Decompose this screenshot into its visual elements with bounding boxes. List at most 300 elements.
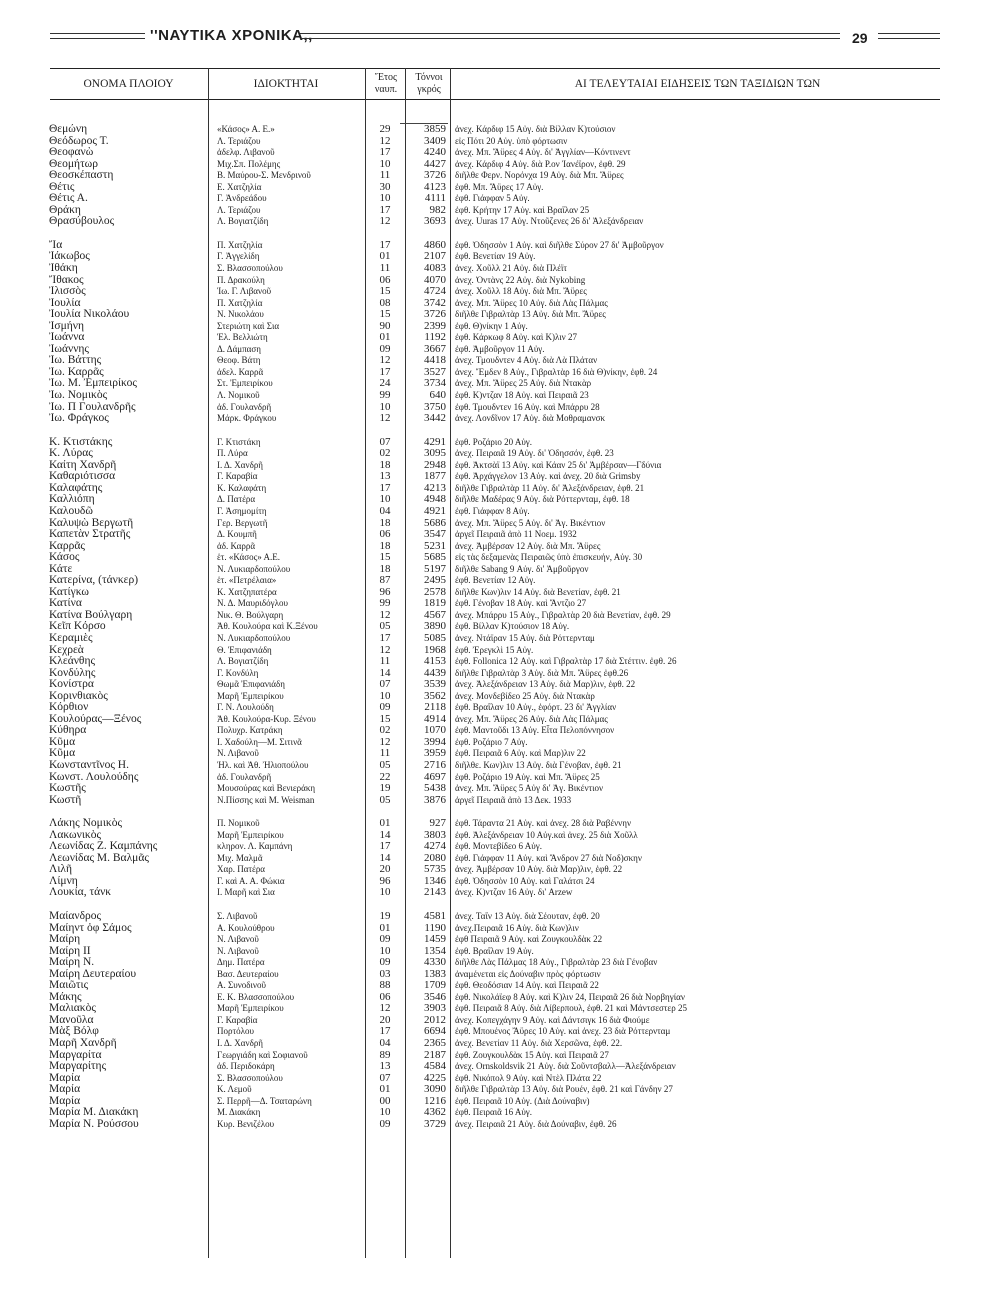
- build-year: 30: [379, 180, 391, 193]
- voyage-news: ἀνεχ. Πειραιᾶ 19 Αὐγ. δι' Ὀδησσόν, ἐφθ. 23: [455, 448, 614, 459]
- ship-name: Μαίρη: [49, 933, 81, 946]
- ship-table: [0, 124, 1000, 1254]
- ship-name: Θέτις: [49, 180, 75, 193]
- voyage-news: ἐφθ. Ἀρχάγγελον 13 Αὐγ. καὶ ἀνεχ. 20 διὰ Grimsby: [455, 471, 641, 482]
- voyage-news: ἐφθ. Κ)ντζαν 18 Αὐγ. καὶ Πειραιᾶ 23: [455, 390, 589, 401]
- owner-name: Ν. Λιβανοῦ: [217, 748, 259, 759]
- owner-name: ἑτ. «Κάσος» Α.Ε.: [217, 552, 280, 563]
- owner-name: Γ. Ἀγγελίδη: [217, 251, 260, 262]
- ship-name: Θεόδωρος Τ.: [49, 134, 109, 147]
- owner-name: Ἐλ. Βελλιώτη: [217, 332, 268, 343]
- owner-name: Π. Δρακούλη: [217, 274, 265, 285]
- build-year: 12: [379, 1002, 391, 1015]
- build-year: 12: [379, 354, 391, 367]
- build-year: 07: [379, 435, 391, 448]
- ship-name: Ἰθάκη: [49, 262, 78, 275]
- ship-name: Ἰλισσὸς: [49, 285, 86, 298]
- owner-name: Μιχ.Σπ. Πολέμης: [217, 158, 281, 169]
- build-year: 13: [379, 1060, 391, 1073]
- owner-name: Ι. Χαδούλη—Μ. Σιτινᾶ: [217, 736, 302, 747]
- build-year: 04: [379, 504, 391, 517]
- gross-tonnage: 2948: [424, 458, 446, 471]
- ship-name: Μαργαρίτης: [49, 1060, 107, 1073]
- journal-title: ''ΝΑΥΤΙΚΑ ΧΡΟΝΙΚΑ,,: [150, 27, 313, 44]
- column-owner: [217, 124, 364, 1130]
- voyage-news: εἰς τὰς δεξαμενὰς Πειραιῶς ὑπὸ ἐπισκευήν, Αὐγ. 30: [455, 552, 643, 563]
- gross-tonnage: 4439: [424, 666, 446, 679]
- gross-tonnage: 1216: [424, 1094, 446, 1107]
- ship-name: Ἰωάννης: [49, 342, 89, 355]
- ship-name: Κεχρεὰ: [49, 643, 84, 656]
- build-year: 17: [379, 840, 391, 853]
- ship-name: Κωστῆ: [49, 793, 82, 806]
- gross-tonnage: 1819: [424, 597, 446, 610]
- gross-tonnage: 1354: [424, 944, 446, 957]
- owner-name: Ν. Δ. Μαυριδόγλου: [217, 598, 288, 609]
- build-year: 20: [379, 1013, 391, 1026]
- owner-name: Γερ. Βεργωτῆ: [217, 517, 268, 528]
- build-year: 19: [379, 910, 391, 922]
- ship-name: Ἰωάννα: [49, 331, 85, 344]
- gross-tonnage: 3693: [424, 215, 446, 228]
- gross-tonnage: 2365: [424, 1037, 446, 1050]
- gross-tonnage: 5686: [424, 516, 446, 529]
- voyage-news: διῆλθε Sabang 9 Αὐγ. δι' Ἀμβοῦργον: [455, 563, 589, 574]
- voyage-news: εἰς Πότι 20 Αὐγ. ὑπὸ φόρτωσιν: [455, 135, 568, 146]
- voyage-news: ἀνεχ. Τμουδντεν 4 Αὐγ. διὰ Λὰ Πλάταν: [455, 355, 598, 366]
- build-year: 05: [379, 793, 391, 806]
- voyage-news: ἐφθ. Ἀκτσὰϊ 13 Αὐγ. καὶ Κάαν 25 δι' Ἀμβέρσαν—Γδύνια: [455, 459, 662, 470]
- build-year: 18: [379, 562, 391, 575]
- voyage-news: ἀργεῖ Πειραιᾶ ἀπὸ 13 Δεκ. 1933: [455, 794, 572, 805]
- voyage-news: ἀνεχ. Κοπεγχάγην 9 Αὐγ. καὶ Δάντσιγκ 16 διὰ Φιούμε: [455, 1014, 650, 1025]
- voyage-news: ἐφθ. Βραΐλαν 10 Αὐγ., ἐφόρτ. 23 δι' Ἀγγλίαν: [455, 702, 617, 713]
- ship-name: Μαρία Μ. Διακάκη: [49, 1106, 139, 1119]
- ship-name: Κωνσταντῖνος Η.: [49, 758, 129, 771]
- voyage-news: ἐφθ. Ροζάριο 20 Αὐγ.: [455, 436, 533, 447]
- build-year: 09: [379, 956, 391, 969]
- gross-tonnage: 4291: [424, 435, 446, 448]
- build-year: 96: [379, 874, 391, 887]
- voyage-news: ἐφθ. Ροζάριο 19 Αὐγ. καὶ Μπ. Ἄϋρες 25: [455, 771, 600, 782]
- build-year: 18: [379, 458, 391, 471]
- owner-name: Π. Νομικοῦ: [217, 818, 260, 829]
- gross-tonnage: 3876: [424, 793, 446, 806]
- build-year: 20: [379, 863, 391, 876]
- gross-tonnage: 3734: [424, 377, 446, 390]
- gross-tonnage: 982: [429, 203, 446, 216]
- gross-tonnage: 1190: [424, 921, 446, 934]
- owner-name: Μ. Διακάκη: [217, 1107, 261, 1118]
- voyage-news: ἀνεχ. Ἀλεξάνδρειαν 13 Αὐγ. διὰ Μαρ)λιν, ἐφθ. 22: [455, 679, 636, 690]
- voyage-news: ἀνεχ. Πειραιᾶ 21 Αὐγ. διὰ Δούναβιν, ἐφθ. 26: [455, 1118, 617, 1129]
- build-year: 13: [379, 470, 391, 483]
- col-header-year: Ἔτος ναυπ.: [374, 72, 398, 95]
- ship-name: Καθαριότισσα: [49, 470, 116, 483]
- build-year: 15: [379, 308, 391, 321]
- build-year: 01: [379, 1083, 391, 1096]
- gross-tonnage: 3903: [424, 1002, 446, 1015]
- ship-name: Καρρᾶς: [49, 539, 85, 552]
- gross-tonnage: 5231: [424, 539, 446, 552]
- owner-name: Γ. Κονδύλη: [217, 667, 259, 678]
- voyage-news: ἀνεχ.Πειραιᾶ 16 Αὐγ. διὰ Κων)λιν: [455, 922, 579, 933]
- voyage-news: ἐφθ. Ζουγκουλδὰκ 15 Αὐγ. καὶ Πειραιᾶ 27: [455, 1049, 609, 1060]
- build-year: 02: [379, 724, 391, 737]
- ship-name: Καπετὰν Στρατῆς: [49, 528, 131, 541]
- ship-name: Ἰω. Φράγκος: [49, 412, 109, 425]
- ship-name: Κῦμα: [49, 747, 76, 760]
- gross-tonnage: 4330: [424, 956, 446, 969]
- ship-name: Μαργαρίτα: [49, 1048, 102, 1061]
- group-spacer: [455, 899, 925, 911]
- ship-name: Κατίνα: [49, 597, 82, 610]
- ship-name: Κεραμιὲς: [49, 631, 93, 644]
- header-rule-left: [50, 33, 145, 39]
- gross-tonnage: 1877: [424, 470, 446, 483]
- ship-name: Μαρία: [49, 1094, 81, 1107]
- ship-name: Λίμνη: [49, 874, 78, 887]
- build-year: 05: [379, 620, 391, 633]
- gross-tonnage: 2399: [424, 319, 446, 332]
- build-year: 99: [379, 389, 391, 402]
- gross-tonnage: 3667: [424, 342, 446, 355]
- column-news: [455, 124, 925, 1130]
- col-header-ship: ΟΝΟΜΑ ΠΛΟΙΟΥ: [83, 78, 174, 90]
- build-year: 12: [379, 643, 391, 656]
- gross-tonnage: 5197: [424, 562, 446, 575]
- voyage-news: ἐφθ. Θ)νίκην 1 Αὐγ.: [455, 320, 528, 331]
- gross-tonnage: 2080: [424, 851, 446, 864]
- voyage-news: ἐφθ. Ἐρεγκλὶ 15 Αὐγ.: [455, 644, 534, 655]
- build-year: 17: [379, 1025, 391, 1038]
- voyage-news: ἐφθ. Μοντεβίδεο 6 Αὐγ.: [455, 841, 542, 852]
- owner-name: ἀδ. Γουλανδρῆ: [217, 771, 272, 782]
- ship-name: Ἰω. Βάττης: [49, 354, 102, 367]
- owner-name: Νικ. Θ. Βούλγαρη: [217, 609, 284, 620]
- owner-name: Μαρῆ Ἐμπειρίκου: [217, 1003, 284, 1014]
- voyage-news: ἐφθ. Γιάφφαν 8 Αὐγ.: [455, 505, 530, 516]
- gross-tonnage: 4724: [424, 285, 446, 298]
- build-year: 07: [379, 678, 391, 691]
- voyage-news: ἐφθ. Θεοδόσιαν 14 Αὐγ. καὶ Πειραιᾶ 22: [455, 980, 599, 991]
- group-spacer: [370, 425, 400, 437]
- ship-name: Ἰω. Μ. Ἐμπειρίκος: [49, 377, 137, 390]
- gross-tonnage: 3442: [424, 412, 446, 425]
- build-year: 96: [379, 585, 391, 598]
- gross-tonnage: 5438: [424, 782, 446, 795]
- ship-name: Μαλιακὸς: [49, 1002, 96, 1015]
- gross-tonnage: 3726: [424, 308, 446, 321]
- gross-tonnage: 4153: [424, 655, 446, 668]
- ship-name: Καίτη Χανδρῆ: [49, 458, 117, 471]
- build-year: 07: [379, 1071, 391, 1084]
- gross-tonnage: 4362: [424, 1106, 446, 1119]
- voyage-news: ἐφθ. Ροζάριο 7 Αὐγ.: [455, 736, 528, 747]
- ship-name: Κατίνα Βούλγαρη: [49, 608, 133, 621]
- build-year: 10: [379, 157, 391, 170]
- gross-tonnage: 6694: [424, 1025, 446, 1038]
- voyage-news: ἐφθ. Βίλλαν Κ)τούσιον 18 Αὐγ.: [455, 621, 570, 632]
- owner-name: Β. Μαύρου-Σ. Μενδρινοῦ: [217, 170, 311, 181]
- ship-name: Ἰω. Καρρᾶς: [49, 365, 104, 378]
- build-year: 06: [379, 528, 391, 541]
- gross-tonnage: 4697: [424, 770, 446, 783]
- group-spacer: [455, 425, 925, 437]
- gross-tonnage: 3562: [424, 689, 446, 702]
- gross-tonnage: 3527: [424, 365, 446, 378]
- voyage-news: ἀνεχ. Μπ. Ἄϋρες 5 Αὐγ δι' Ἀγ. Βικέντιον: [455, 783, 604, 794]
- ship-name: Ἰουλία: [49, 296, 81, 309]
- owner-name: Ν. Λυκιαρδοπούλου: [217, 632, 291, 643]
- owner-name: Θεοφ. Βάτη: [217, 355, 261, 366]
- gross-tonnage: 5685: [424, 551, 446, 564]
- voyage-news: ἀνεχ. Χοῦλλ 21 Αὐγ. διὰ Πλέϊτ: [455, 263, 567, 274]
- build-year: 10: [379, 192, 391, 205]
- owner-name: ἀδ. Γουλανδρῆ: [217, 401, 272, 412]
- owner-name: Κ. Καλαφάτη: [217, 482, 267, 493]
- build-year: 01: [379, 250, 391, 263]
- ship-name: Θεοφανὼ: [49, 146, 94, 159]
- owner-name: Κ. Χατζηπατέρα: [217, 586, 277, 597]
- gross-tonnage: 4123: [424, 180, 446, 193]
- ship-name: Μαίρη Δευτεραίου: [49, 967, 137, 980]
- voyage-news: ἀνεχ. Λονδῖνον 17 Αὐγ. διὰ Μοθραμανσκ: [455, 413, 606, 424]
- gross-tonnage: 2118: [424, 701, 446, 714]
- build-year: 19: [379, 782, 391, 795]
- owner-name: ἑτ. «Πετρέλαια»: [217, 575, 277, 586]
- gross-tonnage: 2012: [424, 1013, 446, 1026]
- voyage-news: ἐφθ. Βενετίαν 19 Αὐγ.: [455, 251, 536, 262]
- ship-name: Κλεάνθης: [49, 655, 96, 668]
- voyage-news: ἐφθ. Νικόπολ 9 Αὐγ. καὶ Ντὲλ Πλάτα 22: [455, 1072, 602, 1083]
- group-spacer: [455, 806, 925, 818]
- owner-name: Λ. Τεριάζου: [217, 204, 261, 215]
- owner-name: Ἀθ. Κουλούρα καὶ Κ.Ξένου: [217, 621, 318, 632]
- ship-name: Μαίρη ΙΙ: [49, 944, 91, 957]
- gross-tonnage: 4581: [424, 910, 446, 922]
- ship-name: Κόρθιον: [49, 701, 89, 714]
- ship-name: Κωστῆς: [49, 782, 86, 795]
- gross-tonnage: 2143: [424, 886, 446, 899]
- gross-tonnage: 4567: [424, 608, 446, 621]
- build-year: 14: [379, 851, 391, 864]
- gross-tonnage: 4225: [424, 1071, 446, 1084]
- owner-name: Ι. Δ. Χανδρῆ: [217, 459, 264, 470]
- owner-name: Ἀθ. Κουλούρα-Κυρ. Ξένου: [217, 713, 316, 724]
- ship-name: Μαίηντ ὀφ Σάμος: [49, 921, 132, 934]
- voyage-news: ἐφθ. Τάραντα 21 Αὐγ. καὶ ἀνεχ. 28 διὰ Ραβέννην: [455, 818, 632, 829]
- gross-tonnage: 4584: [424, 1060, 446, 1073]
- voyage-news: ἀνεχ. Κάρδιφ 4 Αὐγ. διὰ Ρ.ον Ἰανέϊρον, ἐφθ. 29: [455, 158, 626, 169]
- build-year: 05: [379, 758, 391, 771]
- build-year: 18: [379, 539, 391, 552]
- voyage-news: ἀνεχ. Βενετίαν 11 Αὐγ. διὰ Χερσῶνα, ἐφθ. 22.: [455, 1038, 623, 1049]
- owner-name: Κυρ. Βενιζέλου: [217, 1118, 275, 1129]
- voyage-news: ἐφθ. Νικολάϊεφ 8 Αὐγ. καὶ Κ)λιν 24, Πειραιᾶ 26 διὰ Νορβηγίαν: [455, 991, 685, 1002]
- owner-name: Γ. Καραβία: [217, 1014, 258, 1025]
- build-year: 01: [379, 921, 391, 934]
- owner-name: Στεριώτη καὶ Σια: [217, 320, 280, 331]
- build-year: 01: [379, 817, 391, 830]
- build-year: 10: [379, 400, 391, 413]
- gross-tonnage: 1968: [424, 643, 446, 656]
- owner-name: Πολυχρ. Κατράκη: [217, 725, 283, 736]
- voyage-news: ἐφθ. Follonica 12 Αὐγ. καὶ Γιβραλτὰρ 17 διὰ Στέττιν. ἐφθ. 26: [455, 656, 677, 667]
- gross-tonnage: 3547: [424, 528, 446, 541]
- gross-tonnage: 3803: [424, 828, 446, 841]
- owner-name: Σ. Βλασσοπούλου: [217, 263, 283, 274]
- group-spacer: [217, 899, 364, 911]
- column-year: [370, 124, 400, 1130]
- header-rule-middle: [300, 33, 840, 39]
- build-year: 89: [379, 1048, 391, 1061]
- voyage-news: ἐφθ. Κρήτην 17 Αὐγ. καὶ Βραΐλαν 25: [455, 204, 590, 215]
- voyage-news: ἐφθ. Γιάφφαν 5 Αὐγ.: [455, 193, 530, 204]
- voyage-news: ἀνεχ. Κάρδιφ 15 Αὐγ. διὰ Βίλλαν Κ)τούσιον: [455, 124, 616, 134]
- owner-name: Γεωργιάδη καὶ Σοφιανοῦ: [217, 1049, 308, 1060]
- owner-name: Λ. Βογιατζίδη: [217, 656, 269, 667]
- owner-name: Ν. Νικολάου: [217, 309, 264, 320]
- build-year: 02: [379, 447, 391, 460]
- voyage-news: ἐφθ. Πειραιᾶ 6 Αὐγ. καὶ Μαρ)λιν 22: [455, 748, 586, 759]
- ship-name: Μάκης: [49, 990, 82, 1003]
- ship-name: Μαίρη Ν.: [49, 956, 95, 969]
- build-year: 11: [379, 655, 391, 668]
- gross-tonnage: 3726: [424, 169, 446, 182]
- build-year: 09: [379, 342, 391, 355]
- gross-tonnage: 1459: [424, 933, 446, 946]
- voyage-news: ἐφθ. Γιάφφαν 11 Αὐγ. καὶ Ἄνδρον 27 διὰ Νοδ)σκην: [455, 852, 642, 863]
- voyage-news: ἀνεχ. Μπ. Ἄϋρες 10 Αὐγ. διὰ Λὰς Πάλμας: [455, 297, 608, 308]
- ship-name: Μαρία Ν. Ρούσσου: [49, 1117, 139, 1130]
- voyage-news: ἀνεχ. Κ)ντζαν 16 Αὐγ. δι' Arzew: [455, 887, 573, 898]
- ship-name: Μαρία: [49, 1083, 81, 1096]
- build-year: 06: [379, 273, 391, 286]
- owner-name: Θ. Ἐπιφανιάδη: [217, 644, 272, 655]
- build-year: 10: [379, 493, 391, 506]
- group-spacer: [455, 228, 925, 240]
- owner-name: Χαρ. Πατέρα: [217, 864, 266, 875]
- gross-tonnage: 640: [429, 389, 446, 402]
- build-year: 09: [379, 1117, 391, 1130]
- voyage-news: διῆλθε Γιβραλτὰρ 13 Αὐγ. διὰ Ρουέν, ἐφθ. 21 καὶ Γάνδην 27: [455, 1084, 673, 1095]
- gross-tonnage: 4070: [424, 273, 446, 286]
- build-year: 15: [379, 285, 391, 298]
- owner-name: Σ. Λιβανοῦ: [217, 911, 258, 921]
- ship-name: Κορινθιακὸς: [49, 689, 108, 702]
- owner-name: «Κάσος» Α. Ε.»: [217, 124, 275, 134]
- voyage-news: ἐφθ. Ἀλεξάνδρειαν 10 Αὐγ.καὶ ἀνεχ. 25 διὰ Χοῦλλ: [455, 829, 638, 840]
- voyage-news: διῆλθε Γιβραλτὰρ 11 Αὐγ. δι' Ἀλεξάνδρειαν, ἐφθ. 21: [455, 482, 645, 493]
- build-year: 12: [379, 412, 391, 425]
- owner-name: Στ. Ἐμπειρίκου: [217, 378, 273, 389]
- gross-tonnage: 4213: [424, 481, 446, 494]
- owner-name: Σ. Βλασσοπούλου: [217, 1072, 283, 1083]
- voyage-news: ἀνεχ. Ἀμβέρσαν 12 Αὐγ. διὰ Μπ. Ἄϋρες: [455, 540, 601, 551]
- build-year: 10: [379, 886, 391, 899]
- voyage-news: ἀνεχ. Μπ. Ἄϋρες 25 Αὐγ. διὰ Ντακὰρ: [455, 378, 592, 389]
- owner-name: Λ. Νομικοῦ: [217, 390, 260, 401]
- gross-tonnage: 927: [429, 817, 446, 830]
- build-year: 12: [379, 608, 391, 621]
- build-year: 00: [379, 1094, 391, 1107]
- voyage-news: ἐφθ. Πειραιᾶ 8 Αὐγ. διὰ Λίβερπουλ, ἐφθ. 21 καὶ Μάντσεστερ 25: [455, 1003, 687, 1014]
- build-year: 06: [379, 990, 391, 1003]
- gross-tonnage: 4948: [424, 493, 446, 506]
- col-header-owner: ΙΔΙΟΚΤΗΤΑΙ: [253, 78, 319, 90]
- build-year: 10: [379, 689, 391, 702]
- build-year: 14: [379, 666, 391, 679]
- gross-tonnage: 3546: [424, 990, 446, 1003]
- ship-name: Θέτις Α.: [49, 192, 88, 205]
- build-year: 14: [379, 828, 391, 841]
- build-year: 11: [379, 262, 391, 275]
- owner-name: Βασ. Δευτεραίου: [217, 968, 279, 979]
- owner-name: Ἰω. Γ. Λιβανοῦ: [217, 286, 272, 297]
- build-year: 04: [379, 1037, 391, 1050]
- ship-name: Μαιῶτις: [49, 979, 89, 992]
- build-year: 11: [379, 169, 391, 182]
- build-year: 08: [379, 296, 391, 309]
- voyage-news: ἐφθ. Μαντοῦδι 13 Αὐγ. Εἶτα Πελοπόννησον: [455, 725, 615, 736]
- build-year: 17: [379, 238, 391, 251]
- ship-name: Κ. Λύρας: [49, 447, 93, 460]
- gross-tonnage: 4921: [424, 504, 446, 517]
- voyage-news: ἐφθ. Μπουένος Ἄϋρες 10 Αὐγ. καὶ ἀνεχ. 23 διὰ Ρόττερνταμ: [455, 1026, 671, 1037]
- running-head: [0, 0, 1000, 60]
- voyage-news: διῆλθε. Κων)λιν 13 Αὐγ. διὰ Γένοβαν, ἐφθ. 21: [455, 759, 622, 770]
- build-year: 87: [379, 574, 391, 587]
- ship-name: Θεοσκέπαστη: [49, 169, 114, 182]
- build-year: 18: [379, 516, 391, 529]
- build-year: 88: [379, 979, 391, 992]
- owner-name: Ε. Χατζηλία: [217, 181, 262, 192]
- build-year: 99: [379, 597, 391, 610]
- voyage-news: ἐφθ. Ὀδησσὸν 1 Αὐγ. καὶ διῆλθε Σύρον 27 δι' Ἀμβοῦργον: [455, 239, 664, 250]
- owner-name: Ν. Λυκιαρδοπούλου: [217, 563, 291, 574]
- voyage-news: ἐφθ. Βενετίαν 12 Αὐγ.: [455, 575, 536, 586]
- gross-tonnage: 3095: [424, 447, 446, 460]
- owner-name: Σ. Περρῆ—Δ. Τσαταρώνη: [217, 1095, 312, 1106]
- gross-tonnage: 3959: [424, 747, 446, 760]
- voyage-news: ἐφθ. Γένοβαν 18 Αὐγ. καὶ Ἄντζιο 27: [455, 598, 587, 609]
- owner-name: ἀδελφ. Λιβανοῦ: [217, 147, 275, 158]
- ship-name: Ἰουλία Νικολάου: [49, 308, 130, 321]
- voyage-news: ἀργεῖ Πειραιᾶ ἀπὸ 11 Νοεμ. 1932: [455, 529, 577, 540]
- owner-name: Μουσούρας καὶ Βενιεράκη: [217, 783, 316, 794]
- owner-name: Ι. Μαρῆ καὶ Σια: [217, 887, 275, 898]
- voyage-news: διῆλθε Φερν. Νορόνχα 19 Αὐγ. διὰ Μπ. Ἄϋρες: [455, 170, 624, 181]
- owner-name: Μαρῆ Ἐμπειρίκου: [217, 690, 284, 701]
- gross-tonnage: 4083: [424, 262, 446, 275]
- voyage-news: ἀνεχ. Μονδεβίδεο 25 Αὐγ. διὰ Ντακὰρ: [455, 690, 595, 701]
- voyage-news: ἀνεχ. Uuras 17 Αὐγ. Ντοῦζενες 26 δι' Ἀλεξάνδρειαν: [455, 216, 644, 227]
- group-spacer: [217, 806, 364, 818]
- voyage-news: ἀνεχ. Ἔμδεν 8 Αὐγ., Γιβραλτὰρ 16 διὰ Θ)νίκην, ἐφθ. 24: [455, 366, 658, 377]
- build-year: 15: [379, 712, 391, 725]
- column-ship: [49, 124, 204, 1130]
- header-rule-right: [878, 33, 940, 39]
- voyage-news: ἐφθ. Ὀδησσὸν 10 Αὐγ. καὶ Γαλάτσι 24: [455, 875, 595, 886]
- owner-name: Ἠλ. καὶ Ἀθ. Ἠλιοπούλου: [217, 759, 309, 770]
- owner-name: Μάρκ. Φράγκου: [217, 413, 277, 424]
- group-spacer: [217, 425, 364, 437]
- ship-name: Κεῖπ Κόρσο: [49, 620, 106, 633]
- ship-name: Καλουδῶ: [49, 504, 93, 517]
- gross-tonnage: 1346: [424, 874, 446, 887]
- ship-name: Μανοῦλα: [49, 1013, 94, 1026]
